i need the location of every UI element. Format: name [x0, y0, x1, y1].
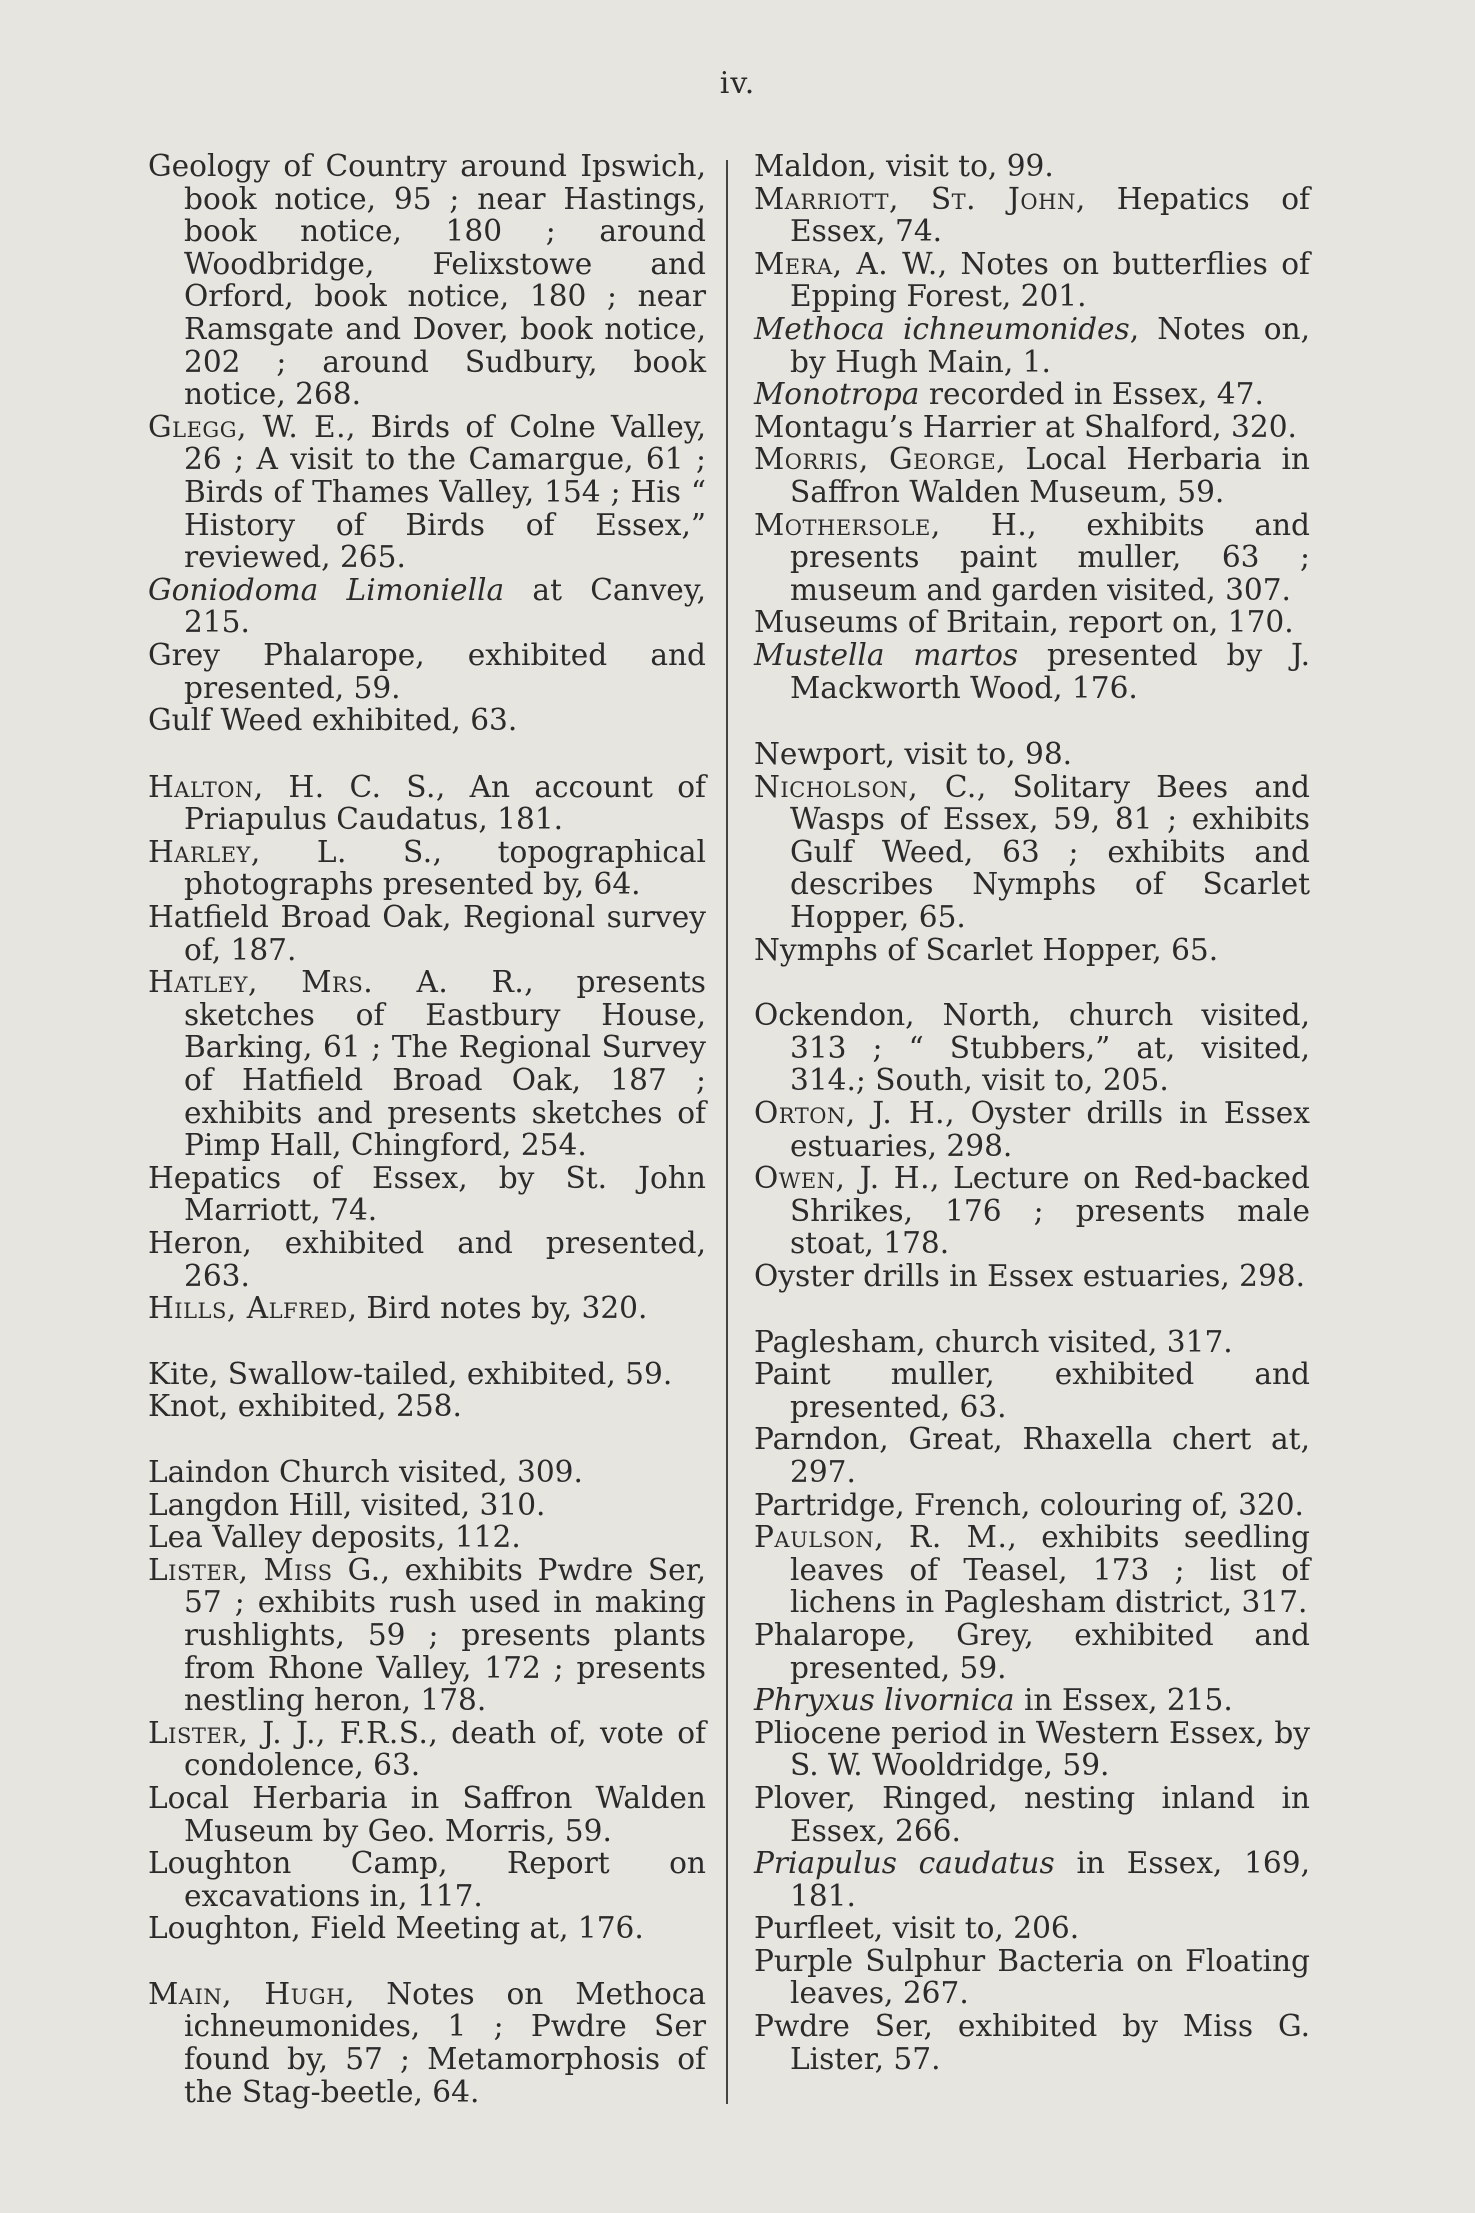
entry-text: Museums of Britain, report on, 170. — [754, 605, 1294, 640]
entry-text: Paint muller, exhibited and presented, 63. — [754, 1357, 1310, 1424]
entry-author: Orton, J. H. — [754, 1096, 946, 1131]
entry-author: Owen, J. H. — [754, 1161, 931, 1196]
entry-text: Kite, Swallow-tailed, exhibited, 59. — [148, 1356, 673, 1391]
entry-text: , Notes on butterflies of Epping Forest, 201. — [790, 246, 1311, 314]
entry-author: Mera, A. W. — [754, 246, 938, 281]
index-entry — [754, 509, 1310, 607]
entry-text: , Local Herbaria in Saffron Walden Museum, 59. — [790, 442, 1310, 509]
entry-author: Lister, J. J., F.R.S. — [148, 1715, 429, 1750]
index-entry — [754, 639, 1310, 704]
entry-text: recorded in Essex, 47. — [919, 377, 1264, 412]
entry-text: Langdon Hill, visited, 310. — [148, 1487, 546, 1522]
index-entry — [754, 248, 1310, 313]
entry-author: Nicholson, C. — [754, 769, 977, 804]
entry-text: , presents sketches of Eastbury House, Barking, 61 ; The Regional Survey of Hatfield Broad Oak, 187 ; exhibits and presents sketches of Pimp Hall, Chingford, 254. — [184, 965, 706, 1163]
entry-author: Mothersole, H. — [754, 507, 1028, 542]
entry-species-name: Mustella martos — [754, 637, 1019, 672]
entry-author: Glegg, W. E. — [148, 409, 346, 444]
entry-author: Morris, George — [754, 442, 997, 477]
entry-text: Grey Phalarope, exhibited and presented, 59. — [148, 637, 706, 705]
entry-text: Laindon Church visited, 309. — [148, 1454, 583, 1489]
index-entry — [148, 1554, 706, 1717]
entry-text: Maldon, visit to, 99. — [754, 149, 1054, 183]
index-entry — [754, 443, 1310, 508]
entry-text: Loughton, Field Meeting at, 176. — [148, 1911, 644, 1946]
entry-text: , Oyster drills in Essex estuaries, 298. — [790, 1096, 1310, 1163]
entry-text: Purfleet, visit to, 206. — [754, 1911, 1080, 1946]
entry-author: Harley, L. S. — [148, 834, 433, 869]
entry-author: Paulson, R. M. — [754, 1520, 1008, 1555]
entry-text: , Notes on Methoca ichneumonides, 1 ; Pwdre Ser found by, 57 ; Metamorphosis of the Stag-beetle, 64. — [184, 1976, 706, 2109]
entry-species-name: Phryxus livornica — [754, 1683, 1015, 1718]
entry-text: in Essex, 169, 181. — [790, 1846, 1310, 1913]
entry-species-name: Methoca ichneumonides — [754, 311, 1130, 346]
entry-text: , An account of Priapulus Caudatus, 181. — [184, 769, 706, 837]
entry-text: , exhibits Pwdre Ser, 57 ; exhibits rush used in making rushlights, 59 ; presents plants from Rhone Valley, 172 ; presents nestling heron, 178. — [184, 1552, 706, 1718]
entry-text: Ockendon, North, church visited, 313 ; “ Stubbers,” at, visited, 314.; South, visit to, 205. — [754, 998, 1310, 1098]
index-entry — [754, 1097, 1310, 1162]
entry-text: Oyster drills in Essex estuaries, 298. — [754, 1259, 1306, 1293]
entry-text: , Solitary Bees and Wasps of Essex, 59, 81 ; exhibits Gulf Weed, 63 ; exhibits and describes Nymphs of Scarlet Hopper, 65. — [790, 769, 1310, 935]
entry-text: , Birds of Colne Valley, 26 ; A visit to the Camargue, 61 ; Birds of Thames Valley, 154 ; His “ History of Birds of Essex,” reviewed, 265. — [184, 409, 706, 575]
index-entry — [148, 1292, 706, 1325]
entry-text: Pwdre Ser, exhibited by Miss G. Lister, 57. — [754, 2009, 1310, 2076]
index-entry — [754, 1358, 1310, 1423]
entry-text: Parndon, Great, Rhaxella chert at, 297. — [754, 1422, 1310, 1489]
left-index-column — [148, 150, 706, 2108]
index-entry — [754, 738, 1310, 771]
index-entry — [754, 1782, 1310, 1847]
index-entry — [148, 704, 706, 737]
index-entry — [754, 1326, 1310, 1359]
index-entry — [754, 1521, 1310, 1619]
index-entry — [754, 1847, 1310, 1912]
entry-author: Hatley, Mrs. A. R. — [148, 965, 525, 1000]
index-entry — [754, 1945, 1310, 2010]
index-entry — [754, 1489, 1310, 1522]
entry-author: Halton, H. C. S. — [148, 769, 436, 804]
page-number: iv. — [719, 66, 756, 101]
index-entry — [754, 1260, 1310, 1293]
index-entry — [148, 901, 706, 966]
index-entry — [148, 1912, 706, 1945]
index-entry — [148, 1847, 706, 1912]
entry-text: , Notes on, by Hugh Main, 1. — [790, 311, 1310, 379]
entry-species-name: Monotropa — [754, 377, 920, 412]
index-entry — [754, 606, 1310, 639]
entry-text: , death of, vote of condolence, 63. — [184, 1715, 707, 1783]
entry-text: , topographical photographs presented by, 64. — [184, 834, 706, 902]
index-entry — [148, 1456, 706, 1489]
index-entry — [754, 1423, 1310, 1488]
index-entry — [754, 411, 1310, 444]
entry-species-name: Priapulus caudatus — [754, 1846, 1055, 1881]
index-entry — [148, 1162, 706, 1227]
index-entry — [148, 150, 706, 411]
index-entry — [148, 574, 706, 639]
index-entry — [754, 999, 1310, 1097]
index-entry — [148, 639, 706, 704]
entry-text: Hatfield Broad Oak, Regional survey of, 187. — [148, 900, 706, 967]
entry-text: Lea Valley deposits, 112. — [148, 1520, 521, 1555]
entry-text: Partridge, French, colouring of, 320. — [754, 1487, 1304, 1522]
right-index-column — [754, 150, 1310, 2075]
entry-text: Plover, Ringed, nesting inland in Essex, 266. — [754, 1780, 1310, 1848]
entry-text: Gulf Weed exhibited, 63. — [148, 703, 518, 738]
index-entry — [148, 1717, 706, 1782]
entry-text: , Bird notes by, 320. — [347, 1291, 648, 1326]
index-entry — [148, 1489, 706, 1522]
index-entry — [754, 1619, 1310, 1684]
entry-text: Geology of Country around Ipswich, book notice, 95 ; near Hastings, book notice, 180 ; around Woodbridge, Felixstowe and Orford, book notice, 180 ; near Ramsgate and Dover, book notice, 202 ; around Sudbury, book notice, 268. — [148, 149, 706, 412]
entry-species-name: Goniodoma Limoniella — [148, 572, 505, 607]
entry-text: Newport, visit to, 98. — [754, 737, 1073, 772]
entry-text: , exhibits and presents paint muller, 63 ; museum and garden visited, 307. — [790, 507, 1310, 607]
entry-text: Knot, exhibited, 258. — [148, 1389, 462, 1424]
entry-text: Loughton Camp, Report on excavations in, 117. — [148, 1846, 706, 1913]
index-entry — [148, 1782, 706, 1847]
entry-text: Purple Sulphur Bacteria on Floating leaves, 267. — [754, 1943, 1310, 2011]
entry-text: Montagu’s Harrier at Shalford, 320. — [754, 409, 1297, 444]
entry-text: Nymphs of Scarlet Hopper, 65. — [754, 932, 1219, 967]
entry-text: at Canvey, 215. — [184, 572, 707, 640]
entry-text: , Hepatics of Essex, 74. — [790, 181, 1310, 249]
column-divider — [726, 160, 728, 2104]
entry-author: Marriott, St. John — [754, 181, 1076, 216]
entry-text: Phalarope, Grey, exhibited and presented, 59. — [754, 1617, 1310, 1685]
index-entry — [148, 1978, 706, 2108]
index-entry — [754, 313, 1310, 378]
index-entry — [148, 966, 706, 1162]
index-entry — [754, 934, 1310, 967]
entry-text: Pliocene period in Western Essex, by S. W. Wooldridge, 59. — [754, 1715, 1310, 1783]
index-entry — [148, 1390, 706, 1423]
entry-text: , Lecture on Red-backed Shrikes, 176 ; presents male stoat, 178. — [790, 1161, 1310, 1261]
index-entry — [148, 836, 706, 901]
entry-author: Main, Hugh — [148, 1976, 346, 2011]
entry-text: Paglesham, church visited, 317. — [754, 1324, 1233, 1359]
index-entry — [754, 378, 1310, 411]
entry-text: , exhibits seedling leaves of Teasel, 173 ; list of lichens in Paglesham district, 317. — [790, 1520, 1310, 1620]
index-entry — [148, 1521, 706, 1554]
entry-text: Local Herbaria in Saffron Walden Museum by Geo. Morris, 59. — [148, 1780, 706, 1848]
entry-author: Lister, Miss G. — [148, 1552, 381, 1587]
index-entry — [754, 1684, 1310, 1717]
index-entry — [754, 1717, 1310, 1782]
index-entry — [754, 1162, 1310, 1260]
entry-text: in Essex, 215. — [1014, 1683, 1233, 1718]
index-entry — [754, 150, 1310, 183]
index-entry — [148, 411, 706, 574]
index-entry — [754, 183, 1310, 248]
index-entry — [148, 771, 706, 836]
entry-author: Hills, Alfred — [148, 1291, 348, 1326]
index-entry — [754, 1912, 1310, 1945]
entry-text: Hepatics of Essex, by St. John Marriott, 74. — [148, 1160, 706, 1228]
index-entry — [754, 771, 1310, 934]
index-entry — [754, 2010, 1310, 2075]
entry-text: Heron, exhibited and presented, 263. — [148, 1226, 706, 1293]
entry-text: presented by J. Mackworth Wood, 176. — [790, 637, 1310, 705]
index-entry — [148, 1227, 706, 1292]
index-entry — [148, 1358, 706, 1391]
